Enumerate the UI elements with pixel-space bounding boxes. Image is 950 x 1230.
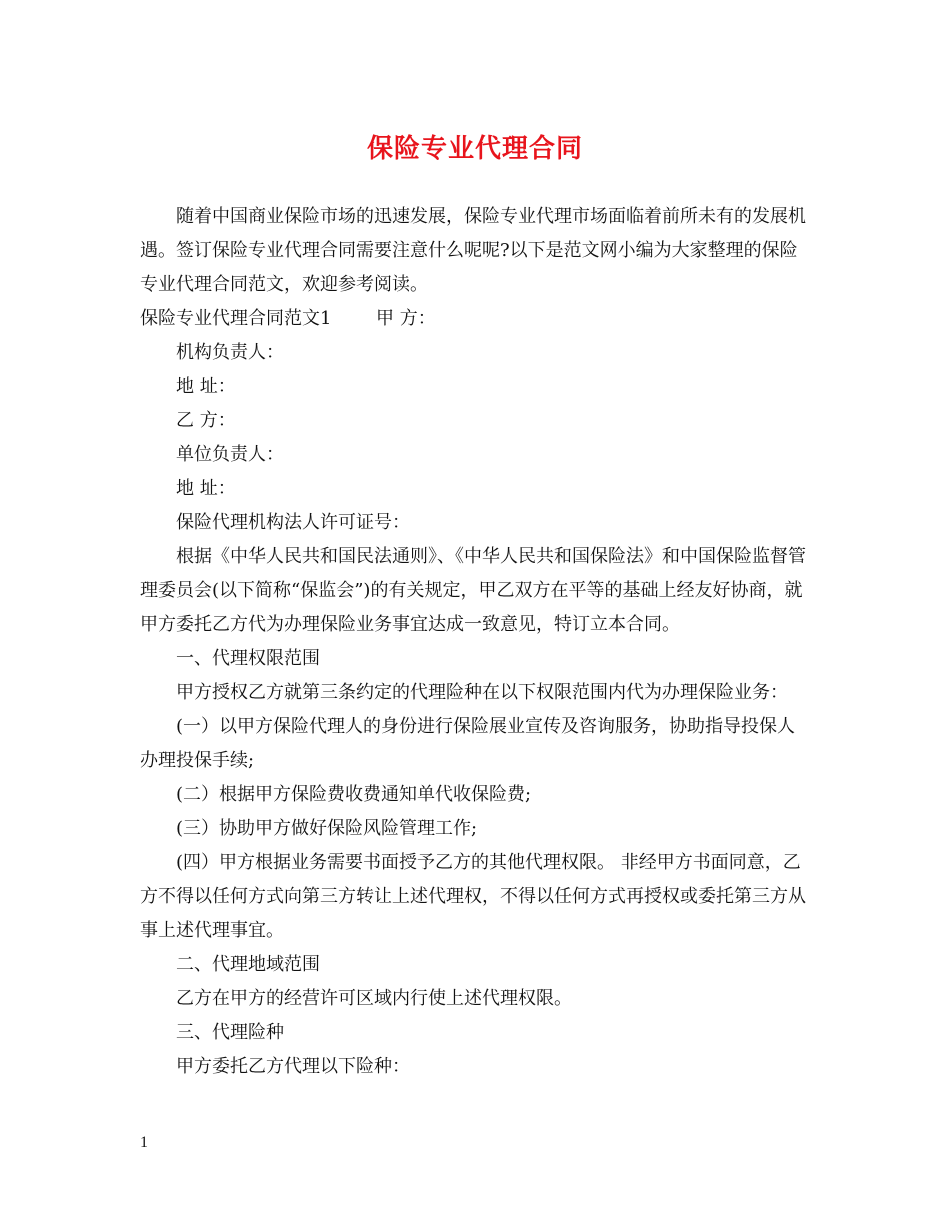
- section2-heading: 二、代理地域范围: [176, 954, 320, 975]
- section1-item: (三）协助甲方做好保险风险管理工作;: [176, 818, 478, 839]
- page-number: 1: [140, 1134, 148, 1151]
- field-address-b: 地 址：: [176, 478, 236, 499]
- field-address-a: 地 址：: [176, 376, 236, 397]
- field-org-head: 机构负责人：: [176, 342, 284, 363]
- field-license-no: 保险代理机构法人许可证号：: [176, 512, 410, 533]
- section1-heading: 一、代理权限范围: [176, 648, 320, 669]
- preamble-paragraph: 根据《中华人民共和国民法通则》、《中华人民共和国保险法》和中国保险监督管理委员会(以下简称“保监会”)的有关规定，甲乙双方在平等的基础上经友好协商，就甲方委托乙方代为办理保险业务事宜达成一致意见，特订立本合同。: [140, 546, 806, 635]
- section1-item: (二）根据甲方保险费收费通知单代收保险费;: [176, 784, 532, 805]
- section1-intro: 甲方授权乙方就第三条约定的代理险种在以下权限范围内代为办理保险业务：: [176, 682, 788, 703]
- party-a-label: 甲 方：: [376, 308, 436, 329]
- section3-text: 甲方委托乙方代理以下险种：: [176, 1056, 410, 1077]
- section1-item: (四）甲方根据业务需要书面授予乙方的其他代理权限。 非经甲方书面同意，乙方不得以任何方式向第三方转让上述代理权，不得以任何方式再授权或委托第三方从事上述代理事宜。: [140, 852, 806, 941]
- section1-item: (一）以甲方保险代理人的身份进行保险展业宣传及咨询服务，协助指导投保人办理投保手续;: [140, 716, 796, 771]
- field-party-b: 乙 方：: [176, 410, 236, 431]
- intro-paragraph: 随着中国商业保险市场的迅速发展，保险专业代理市场面临着前所未有的发展机遇。签订保险专业代理合同需要注意什么呢呢?以下是范文网小编为大家整理的保险专业代理合同范文，欢迎参考阅读。: [140, 206, 806, 295]
- field-unit-head: 单位负责人：: [176, 444, 284, 465]
- document-body: [140, 200, 812, 1084]
- sample-heading-line: [140, 302, 812, 336]
- section3-heading: 三、代理险种: [176, 1022, 284, 1043]
- document-title: 保险专业代理合同: [366, 134, 583, 164]
- section2-text: 乙方在甲方的经营许可区域内行使上述代理权限。: [176, 988, 572, 1009]
- sample-heading: 保险专业代理合同范文1: [140, 308, 332, 329]
